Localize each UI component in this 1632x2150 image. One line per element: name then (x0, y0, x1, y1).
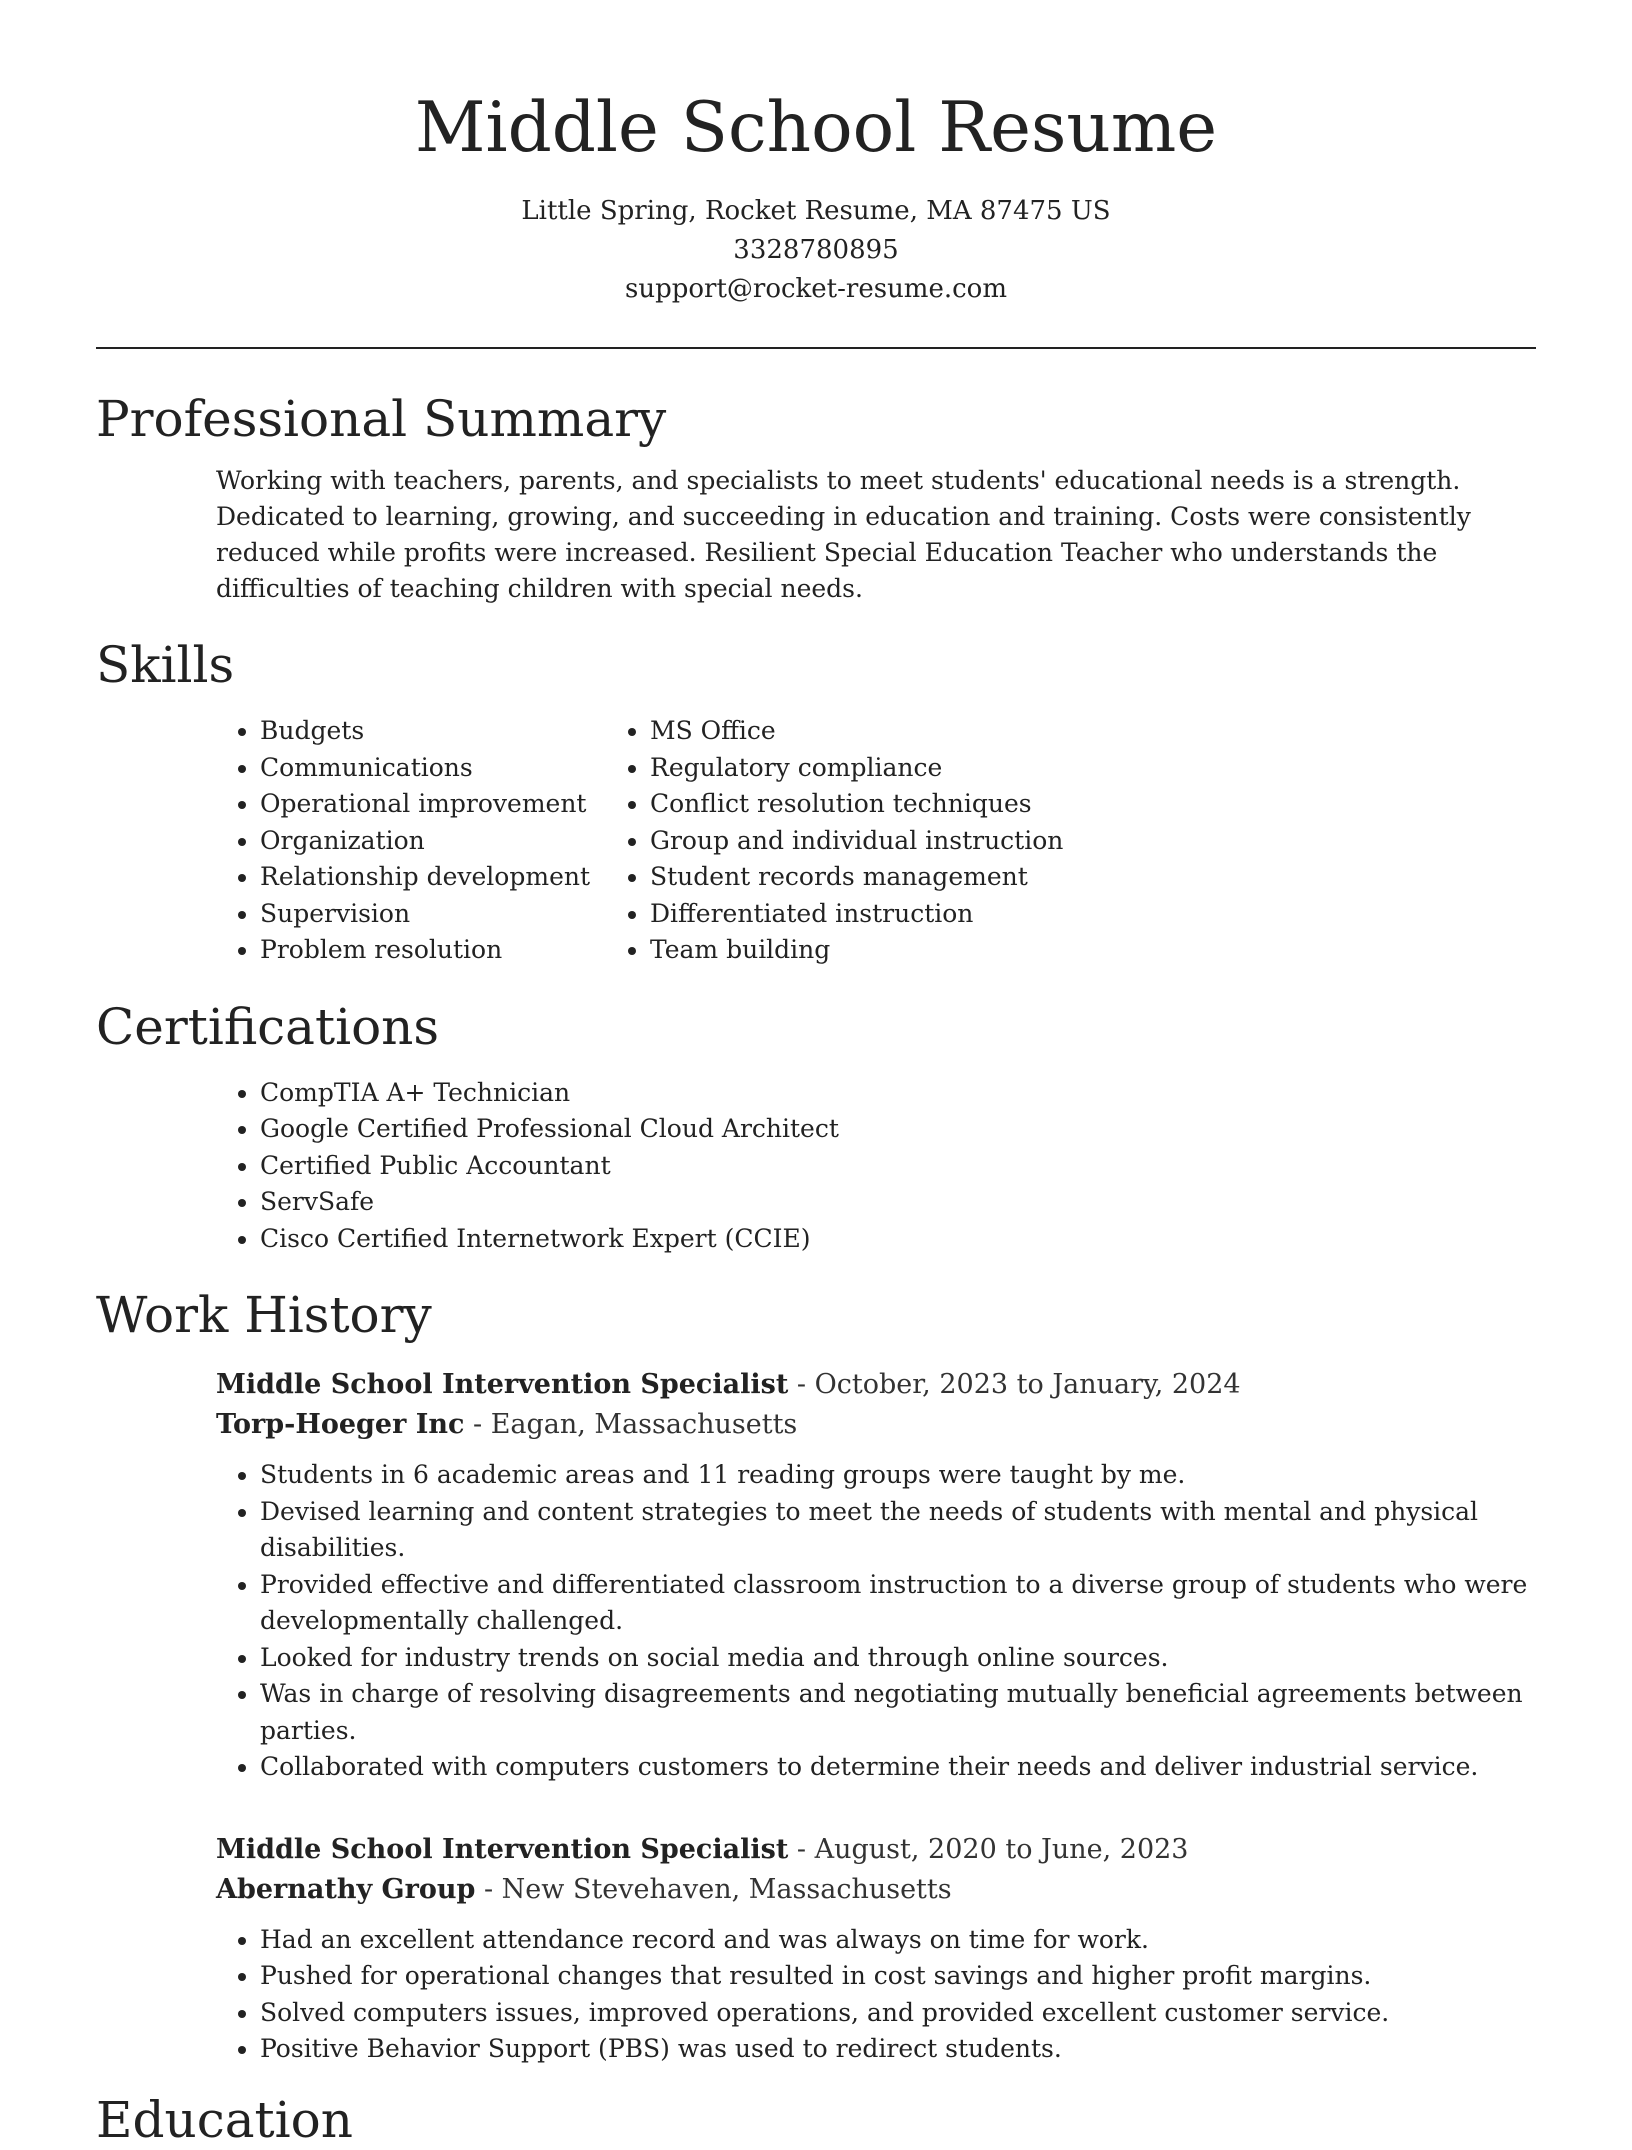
job-role-line (216, 1365, 1632, 1405)
certification-item: • Cisco Certified Internetwork Expert (CCIE) (260, 1221, 1632, 1258)
job-role: Middle School Intervention Specialist (216, 1833, 789, 1865)
job-bullet: • Pushed for operational changes that resulted in cost savings and higher profit margins. (260, 1958, 1536, 1995)
job-bullet: • Devised learning and content strategies to meet the needs of students with mental and physical disabilities. (260, 1494, 1536, 1567)
job-location: - Eagan, Massachusetts (464, 1409, 798, 1440)
education-heading: Education (96, 2090, 353, 2149)
summary-heading: Professional Summary (96, 390, 667, 448)
skill-item: • Group and individual instruction (650, 823, 1063, 860)
job-company: Torp-Hoeger Inc (216, 1409, 465, 1440)
contact-address: Little Spring, Rocket Resume, MA 87475 US (521, 196, 1111, 226)
job-entry (216, 1365, 1632, 1786)
skill-item: • Organization (260, 823, 650, 860)
job-bullet: • Solved computers issues, improved operations, and provided excellent customer service. (260, 1995, 1536, 2032)
job-company-line (216, 1870, 1632, 1910)
job-dates: - October, 2023 to January, 2024 (788, 1369, 1241, 1400)
header-divider (96, 347, 1536, 349)
resume-title: Middle School Resume (414, 88, 1218, 168)
work-history-heading: Work History (96, 1286, 432, 1344)
contact-info (0, 192, 1632, 309)
certification-item: • CompTIA A+ Technician (260, 1075, 1632, 1112)
contact-phone: 3328780895 (733, 235, 899, 265)
skill-item: • Operational improvement (260, 786, 650, 823)
certification-item: • Google Certified Professional Cloud Architect (260, 1111, 1632, 1148)
skill-item: • Supervision (260, 896, 650, 933)
contact-email: support@rocket-resume.com (624, 274, 1007, 304)
summary-text: Working with teachers, parents, and specialists to meet students' educational needs is a strength. Dedicated to learning, growing, and succeeding in education and training. Costs were consistently reduced while profits were increased. Resilient Special Education Teacher who understands the difficulties of teaching children with special needs. (216, 466, 1471, 603)
job-bullet: • Positive Behavior Support (PBS) was used to redirect students. (260, 2031, 1536, 2068)
skill-item: • Conflict resolution techniques (650, 786, 1063, 823)
job-company-line (216, 1405, 1632, 1445)
certifications-heading: Certifications (96, 997, 440, 1056)
skill-item: • Team building (650, 932, 1063, 969)
skill-item: • MS Office (650, 713, 1063, 750)
job-dates: - August, 2020 to June, 2023 (788, 1833, 1189, 1865)
job-location: - New Stevehaven, Massachusetts (475, 1873, 952, 1905)
skill-item: • Regulatory compliance (650, 750, 1063, 787)
resume-header (0, 0, 1632, 309)
job-role-line (216, 1830, 1632, 1870)
skill-item: • Communications (260, 750, 650, 787)
skills-list-right (390, 713, 1063, 969)
skill-item: • Budgets (260, 713, 650, 750)
certifications-list (0, 1075, 1632, 1258)
skill-item: • Problem resolution (260, 932, 650, 969)
job-bullet: • Collaborated with computers customers to determine their needs and deliver industrial service. (260, 1749, 1536, 1786)
job-bullet: • Provided effective and differentiated classroom instruction to a diverse group of students who were developmentally challenged. (260, 1567, 1536, 1640)
job-bullets (216, 1457, 1536, 1786)
job-bullets (216, 1922, 1536, 2068)
skill-item: • Differentiated instruction (650, 896, 1063, 933)
job-entry (216, 1830, 1632, 2068)
job-bullet: • Students in 6 academic areas and 11 reading groups were taught by me. (260, 1457, 1536, 1494)
skill-item: • Relationship development (260, 859, 650, 896)
job-bullet: • Had an excellent attendance record and was always on time for work. (260, 1922, 1536, 1959)
skills-columns (0, 713, 1632, 969)
skill-item: • Student records management (650, 859, 1063, 896)
job-role: Middle School Intervention Specialist (216, 1369, 789, 1400)
skills-heading: Skills (96, 636, 235, 694)
job-bullet: • Looked for industry trends on social media and through online sources. (260, 1640, 1536, 1677)
job-company: Abernathy Group (216, 1873, 476, 1905)
certification-item: • Certified Public Accountant (260, 1148, 1632, 1185)
job-bullet: • Was in charge of resolving disagreements and negotiating mutually beneficial agreements between parties. (260, 1676, 1536, 1749)
certification-item: • ServSafe (260, 1184, 1632, 1221)
